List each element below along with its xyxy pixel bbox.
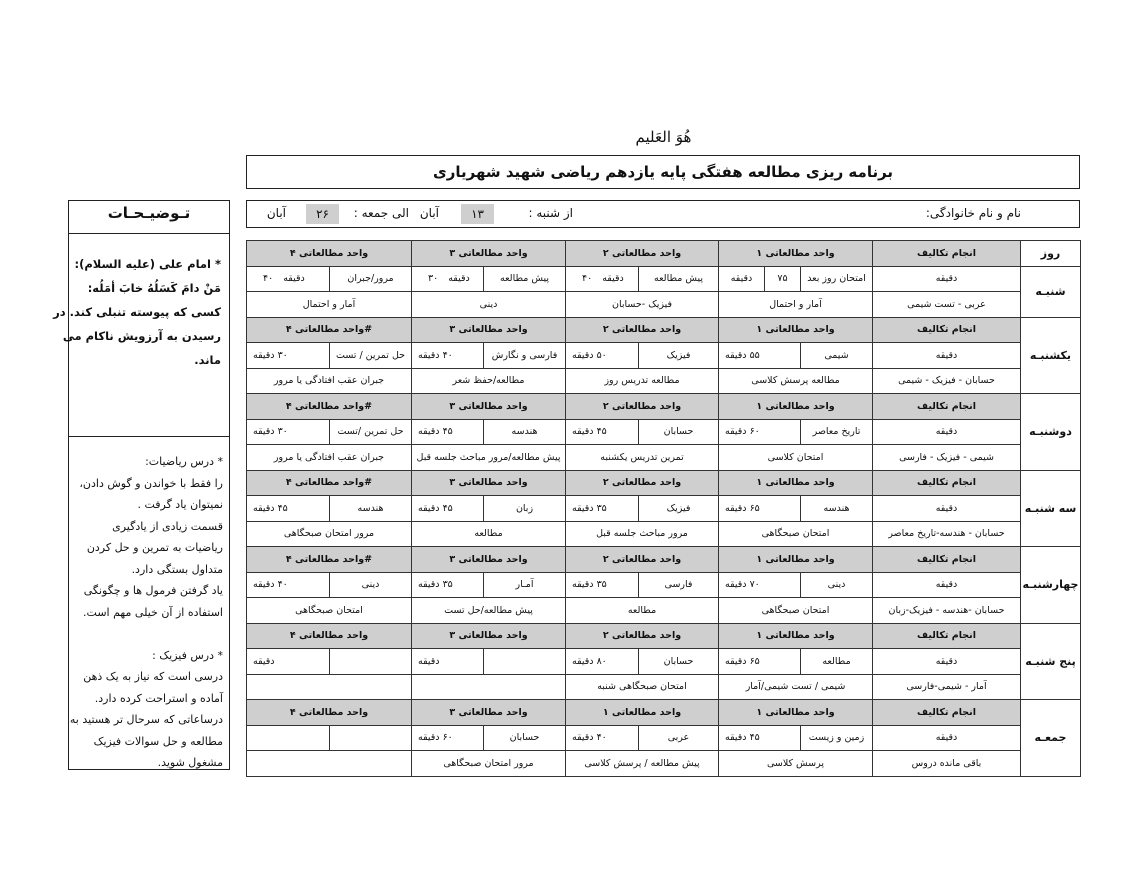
unit-minutes-label: دقیقه [283, 273, 305, 285]
unit-description: مطالعه تدریس روز [566, 368, 719, 394]
unit-subject: پیش مطالعه [484, 266, 566, 292]
unit-minutes [412, 266, 484, 292]
homework-description: شیمی - فیزیک - فارسی [873, 445, 1021, 471]
unit-description: مرور امتحان صبحگاهی [247, 521, 412, 547]
unit-subject: حل تمرین /تست [330, 419, 412, 445]
unit-description: مطالعه [566, 598, 719, 624]
to-label: الی جمعه : [353, 206, 409, 220]
unit-minutes: ۳۰ دقیقه [247, 343, 330, 369]
unit-minutes: ۳۵ دقیقه [566, 496, 639, 522]
unit-minutes: ۶۵ دقیقه [719, 649, 801, 675]
unit-description: امتحان صبحگاهی شنبه [566, 674, 719, 700]
homework-description: باقی مانده دروس [873, 751, 1021, 777]
to-day: ۲۶ [306, 204, 339, 224]
from-day: ۱۳ [461, 204, 494, 224]
homework-description: حسابان -هندسه - فیزیک-زبان [873, 598, 1021, 624]
unit-minutes: ۵۵ دقیقه [719, 343, 801, 369]
unit-header: واحد مطالعاتی ۲ [566, 623, 719, 649]
unit-description: آمار و احتمال [719, 292, 873, 318]
homework-minutes: دقیقه [873, 725, 1021, 751]
homework-minutes: دقیقه [873, 266, 1021, 292]
note-line: درساعاتی که سرحال تر هستید به [69, 713, 223, 726]
unit-header: واحد مطالعاتی ۴ [247, 700, 412, 726]
unit-subject: هندسه [330, 496, 412, 522]
unit-header: واحد مطالعاتی ۱ [566, 700, 719, 726]
day-name: جمعـه [1021, 700, 1081, 777]
homework-header: انجام تکالیف [873, 547, 1021, 573]
day-header-row [247, 700, 1081, 726]
day-description-row [247, 292, 1081, 318]
unit-minutes: ۷۰ دقیقه [719, 572, 801, 598]
unit-header: واحد مطالعاتی ۴ [247, 241, 412, 267]
note-line: آماده و استراحت کرده دارد. [94, 691, 223, 705]
unit-minutes: ۴۵ دقیقه [566, 419, 639, 445]
note-line: مطالعه و حل سوالات فیزیک [93, 734, 223, 748]
day-col-header: روز [1021, 241, 1081, 267]
day-units-row [247, 419, 1081, 445]
unit-minutes: دقیقه [412, 649, 484, 675]
day-name: دوشنبـه [1021, 394, 1081, 471]
unit-header: واحد مطالعاتی ۳ [412, 700, 566, 726]
unit-subject: حسابان [639, 419, 719, 445]
unit-minutes: ۵۰ دقیقه [566, 343, 639, 369]
unit-subject: زبان [484, 496, 566, 522]
day-units-row [247, 266, 1081, 292]
note-line: * امام علی (علیه السلام): [74, 257, 221, 271]
unit-header: واحد مطالعاتی ۳ [412, 317, 566, 343]
unit-header: واحد مطالعاتی ۱ [719, 470, 873, 496]
unit-description: جبران عقب افتادگی یا مرور [247, 445, 412, 471]
day-name: سه شنبـه [1021, 470, 1081, 547]
note-line: استفاده از آن خیلی مهم است. [83, 605, 223, 619]
day-header-row [247, 317, 1081, 343]
note-line: ریاضیات به تمرین و حل کردن [86, 541, 223, 554]
unit-description: آمار و احتمال [247, 292, 412, 318]
unit-minutes: ۸۰ دقیقه [566, 649, 639, 675]
homework-minutes: دقیقه [873, 649, 1021, 675]
unit-description: مرور مباحث جلسه قبل [566, 521, 719, 547]
unit-minutes-number: ۳۰ [428, 273, 439, 285]
day-header-row [247, 470, 1081, 496]
note-line: یاد گرفتن فرمول ها و چگونگی [83, 584, 223, 597]
homework-description: عربی - تست شیمی [873, 292, 1021, 318]
unit-subject: فیزیک [639, 496, 719, 522]
unit-minutes-label: دقیقه [448, 273, 470, 285]
page-top-title: هُوَ العَلیم [635, 128, 692, 146]
unit-minutes: ۳۵ دقیقه [566, 572, 639, 598]
day-description-row [247, 751, 1081, 777]
unit-description: پیش مطالعه / پرسش کلاسی [566, 751, 719, 777]
unit-description: پیش مطالعه/حل تست [412, 598, 566, 624]
unit-description: مرور امتحان صبحگاهی [412, 751, 566, 777]
unit-subject: پیش مطالعه [639, 266, 719, 292]
unit-subject: آمـار [484, 572, 566, 598]
unit-minutes: ۴۰ دقیقه [247, 572, 330, 598]
notes-title: تـوضیـحـات [69, 201, 229, 234]
unit-description: تمرین تدریس یکشنبه [566, 445, 719, 471]
unit-header: واحد مطالعاتی ۱ [719, 700, 873, 726]
day-name: یکشنبـه [1021, 317, 1081, 394]
unit-description: امتحان کلاسی [719, 445, 873, 471]
unit-description: امتحان صبحگاهی [719, 521, 873, 547]
unit-subject: مرور/جبران [330, 266, 412, 292]
from-month: آبان [419, 206, 439, 220]
unit-minutes [247, 725, 330, 751]
unit-description [412, 674, 566, 700]
day-description-row [247, 368, 1081, 394]
unit-subject: امتحان روز بعد [801, 266, 873, 292]
day-description-row [247, 674, 1081, 700]
unit-header: واحد مطالعاتی ۲ [566, 470, 719, 496]
unit-minutes-number: ۴۰ [582, 273, 593, 285]
note-line: متداول بستگی دارد. [131, 562, 223, 576]
unit-description: پیش مطالعه/مرور مباحث جلسه قبل [412, 445, 566, 471]
unit-minutes-label: دقیقه [719, 266, 765, 292]
note-line: نمیتوان یاد گرفت . [137, 498, 223, 511]
unit-description: شیمی / تست شیمی/آمار [719, 674, 873, 700]
day-header-row [247, 394, 1081, 420]
unit-header: واحد مطالعاتی ۱ [719, 623, 873, 649]
unit-description: جبران عقب افتادگی یا مرور [247, 368, 412, 394]
notes-quote [53, 234, 229, 437]
unit-minutes: ۴۰ دقیقه [412, 343, 484, 369]
unit-header: واحد مطالعاتی ۱ [719, 317, 873, 343]
unit-header: #واحد مطالعاتی ۴ [247, 547, 412, 573]
note-line: درسی است که نیاز به یک ذهن [83, 670, 223, 683]
day-units-row [247, 343, 1081, 369]
unit-subject: زمین و زیست [801, 725, 873, 751]
unit-header: #واحد مطالعاتی ۴ [247, 470, 412, 496]
day-description-row [247, 445, 1081, 471]
day-description-row [247, 598, 1081, 624]
unit-header: واحد مطالعاتی ۳ [412, 547, 566, 573]
unit-minutes: ۳۵ دقیقه [412, 572, 484, 598]
day-units-row [247, 496, 1081, 522]
unit-minutes: ۶۵ دقیقه [719, 496, 801, 522]
homework-minutes: دقیقه [873, 572, 1021, 598]
unit-description: دینی [412, 292, 566, 318]
unit-minutes [566, 266, 639, 292]
unit-subject: تاریخ معاصر [801, 419, 873, 445]
unit-description: فیزیک -حسابان [566, 292, 719, 318]
unit-subject [330, 649, 412, 675]
unit-minutes: ۷۵ [765, 266, 801, 292]
homework-minutes: دقیقه [873, 343, 1021, 369]
unit-description [247, 674, 412, 700]
note-line: مَنْ دامَ کَسَلُهُ خابَ أمَلُه: [87, 281, 221, 295]
note-line: * درس فیزیک : [152, 648, 223, 662]
unit-header: واحد مطالعاتی ۳ [412, 241, 566, 267]
unit-subject: هندسه [801, 496, 873, 522]
unit-minutes: ۶۰ دقیقه [412, 725, 484, 751]
note-spacer [75, 623, 223, 645]
unit-minutes: ۴۵ دقیقه [412, 496, 484, 522]
unit-description: پرسش کلاسی [719, 751, 873, 777]
unit-header: واحد مطالعاتی ۲ [566, 394, 719, 420]
unit-subject: فارسی و نگارش [484, 343, 566, 369]
unit-minutes: ۴۵ دقیقه [247, 496, 330, 522]
name-date-row [246, 200, 1080, 228]
name-label: نام و نام خانوادگی: [925, 206, 1021, 220]
unit-description: امتحان صبحگاهی [247, 598, 412, 624]
note-line: مشغول شوید. [157, 756, 223, 769]
unit-header: واحد مطالعاتی ۲ [566, 317, 719, 343]
homework-description: حسابان - فیزیک - شیمی [873, 368, 1021, 394]
unit-header: #واحد مطالعاتی ۴ [247, 317, 412, 343]
day-name: شنبـه [1021, 266, 1081, 317]
note-line: را فقط با خواندن و گوش دادن، [79, 476, 223, 490]
day-header-row [247, 547, 1081, 573]
unit-minutes [247, 266, 330, 292]
unit-subject: حسابان [484, 725, 566, 751]
unit-header: واحد مطالعاتی ۴ [247, 623, 412, 649]
day-header-row [247, 623, 1081, 649]
unit-subject: فارسی [639, 572, 719, 598]
note-line: * درس ریاضیات: [145, 455, 223, 468]
unit-subject: حل تمرین / تست [330, 343, 412, 369]
unit-subject: هندسه [484, 419, 566, 445]
unit-description: مطالعه [412, 521, 566, 547]
note-line: کسی که پیوسته تنبلی کند. در [53, 305, 221, 319]
homework-description: آمار - شیمی-فارسی [873, 674, 1021, 700]
unit-header: واحد مطالعاتی ۲ [566, 547, 719, 573]
unit-header: واحد مطالعاتی ۱ [719, 394, 873, 420]
homework-header: انجام تکالیف [873, 394, 1021, 420]
unit-subject: شیمی [801, 343, 873, 369]
day-name: چهارشنبـه [1021, 547, 1081, 624]
from-label: از شنبه : [528, 206, 573, 220]
unit-minutes: ۶۰ دقیقه [719, 419, 801, 445]
homework-header: انجام تکالیف [873, 241, 1021, 267]
unit-header: واحد مطالعاتی ۳ [412, 470, 566, 496]
unit-header: واحد مطالعاتی ۳ [412, 623, 566, 649]
unit-subject [484, 649, 566, 675]
day-name: پنج شنبـه [1021, 623, 1081, 700]
unit-description: مطالعه/حفظ شعر [412, 368, 566, 394]
unit-minutes: ۳۰ دقیقه [247, 419, 330, 445]
unit-subject: عربی [639, 725, 719, 751]
note-line: قسمت زیادی از یادگیری [112, 519, 223, 533]
unit-minutes: ۴۰ دقیقه [566, 725, 639, 751]
unit-header: واحد مطالعاتی ۳ [412, 394, 566, 420]
homework-header: انجام تکالیف [873, 700, 1021, 726]
unit-minutes: ۴۵ دقیقه [412, 419, 484, 445]
unit-minutes-label: دقیقه [602, 273, 624, 285]
unit-minutes: ۴۵ دقیقه [719, 725, 801, 751]
day-header-row [247, 241, 1081, 267]
note-line: ماند. [194, 353, 221, 367]
homework-header: انجام تکالیف [873, 470, 1021, 496]
homework-header: انجام تکالیف [873, 317, 1021, 343]
unit-header: واحد مطالعاتی ۱ [719, 241, 873, 267]
unit-subject: حسابان [639, 649, 719, 675]
unit-description: مطالعه پرسش کلاسی [719, 368, 873, 394]
unit-subject: دینی [330, 572, 412, 598]
homework-minutes: دقیقه [873, 419, 1021, 445]
day-units-row [247, 649, 1081, 675]
unit-subject: فیزیک [639, 343, 719, 369]
unit-minutes-number: ۴۰ [263, 273, 274, 285]
unit-minutes: دقیقه [247, 649, 330, 675]
notes-panel [53, 200, 230, 770]
unit-header: #واحد مطالعاتی ۴ [247, 394, 412, 420]
homework-minutes: دقیقه [873, 496, 1021, 522]
day-description-row [247, 521, 1081, 547]
homework-description: حسابان - هندسه-تاریخ معاصر [873, 521, 1021, 547]
to-month: آبان [266, 206, 286, 220]
unit-description: امتحان صبحگاهی [719, 598, 873, 624]
unit-description [247, 751, 412, 777]
unit-subject [330, 725, 412, 751]
day-units-row [247, 572, 1081, 598]
schedule-table [246, 240, 1081, 777]
unit-header: واحد مطالعاتی ۱ [719, 547, 873, 573]
unit-header: واحد مطالعاتی ۲ [566, 241, 719, 267]
unit-subject: دینی [801, 572, 873, 598]
day-units-row [247, 725, 1081, 751]
main-title: برنامه ریزی مطالعه هفتگی پایه یازدهم ریاضی شهید شهریاری [246, 155, 1080, 189]
homework-header: انجام تکالیف [873, 623, 1021, 649]
unit-subject: مطالعه [801, 649, 873, 675]
notes-tips [69, 437, 229, 774]
note-line: رسیدن به آرزویش ناکام می [62, 329, 221, 343]
